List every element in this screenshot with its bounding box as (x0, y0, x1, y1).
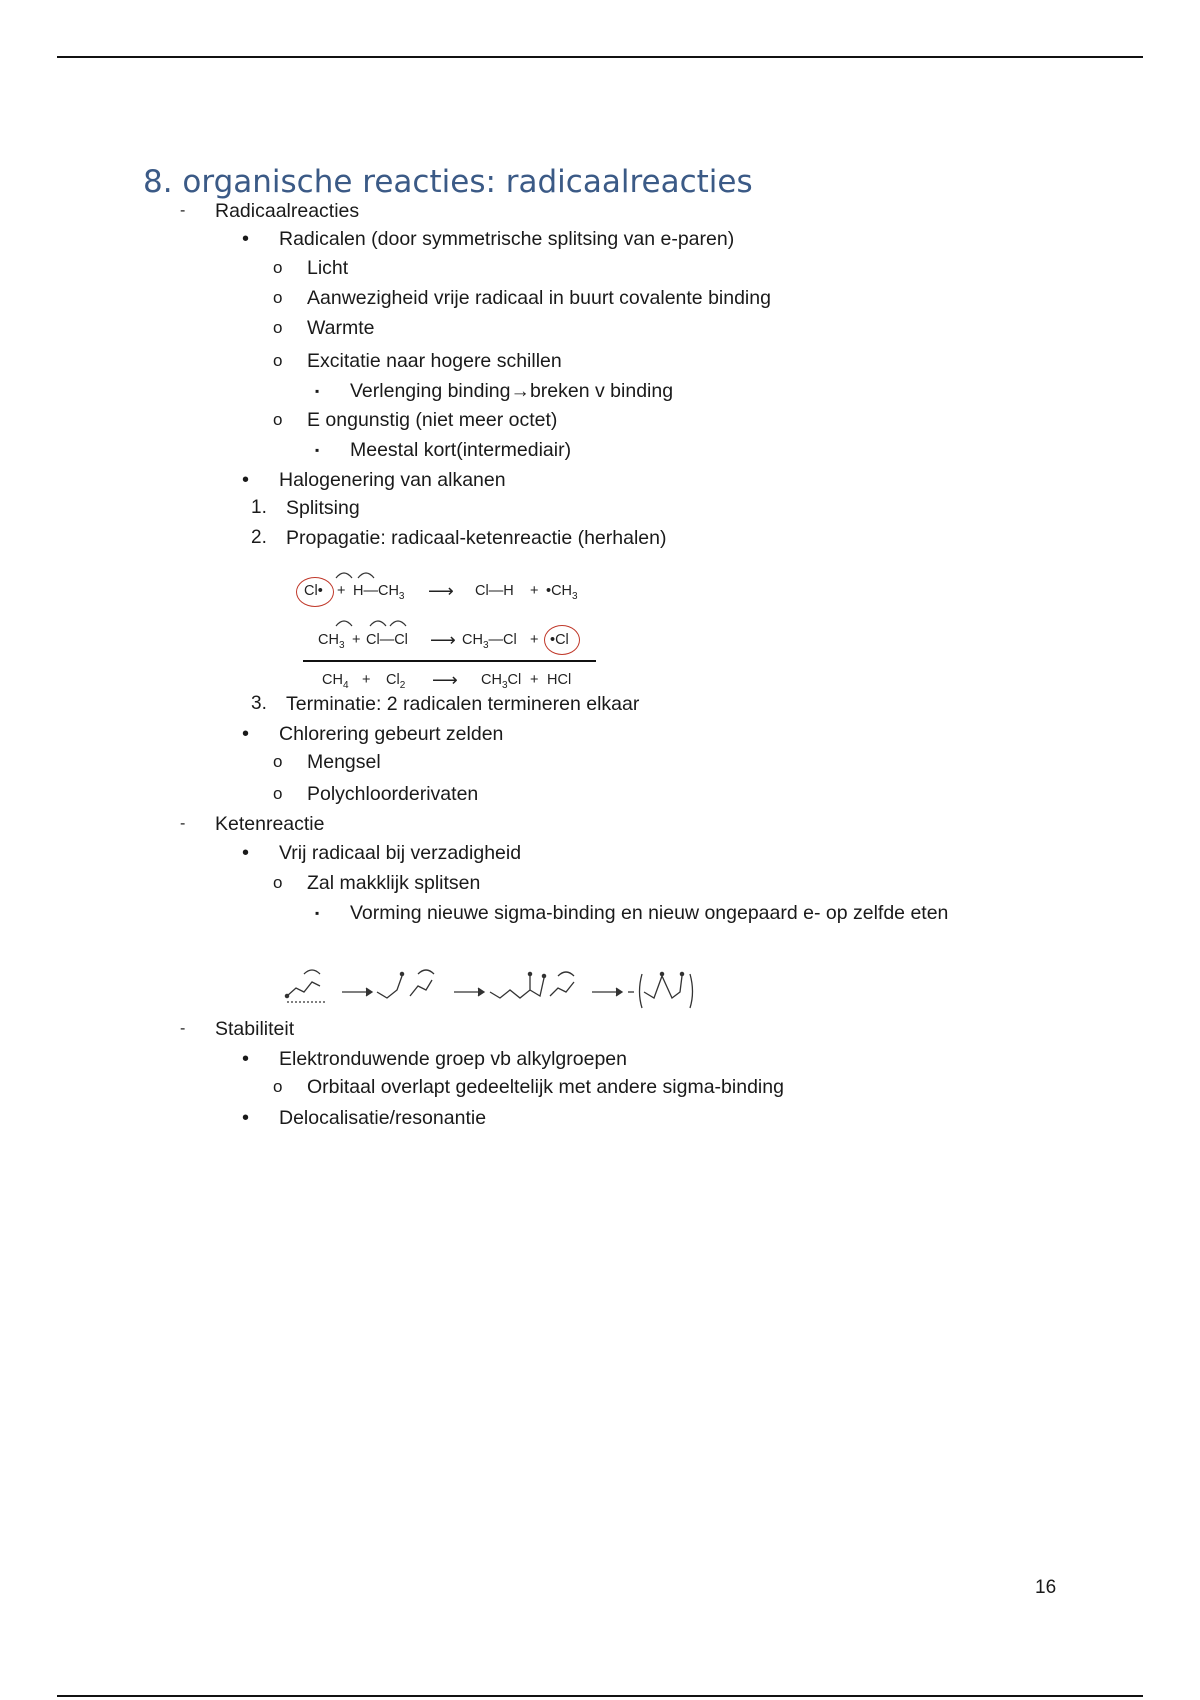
eq1-plus2: + (530, 583, 539, 599)
list-marker: • (242, 469, 250, 491)
eq2-reactant-a: $CH_3$ (318, 632, 345, 651)
list-item: Aanwezigheid vrije radicaal in buurt covalente binding (307, 287, 771, 309)
eq2-arrow: ⟶ (430, 630, 456, 650)
list-item: Splitsing (286, 497, 360, 519)
eq3-reactant-a: $CH_4$ (322, 672, 349, 691)
list-marker: o (273, 410, 283, 429)
list-marker: o (273, 351, 283, 370)
list-item: Stabiliteit (215, 1018, 295, 1040)
list-marker: ▪ (315, 906, 320, 920)
list-item: Excitatie naar hogere schillen (307, 350, 562, 372)
list-item: Orbitaal overlapt gedeeltelijk met andere sigma-binding (307, 1076, 784, 1098)
list-item: Delocalisatie/resonantie (279, 1107, 487, 1129)
eq1-reactant-a: Cl• (304, 583, 323, 599)
list-marker: - (180, 202, 186, 219)
list-marker: • (242, 1107, 250, 1129)
list-marker: ▪ (315, 384, 320, 398)
sum-rule (303, 660, 596, 662)
electron-arrows (300, 568, 610, 638)
list-marker: o (273, 1077, 283, 1096)
list-item: Halogenering van alkanen (279, 469, 506, 491)
list-item: Chlorering gebeurt zelden (279, 723, 504, 745)
list-marker: ▪ (315, 443, 320, 457)
header-rule (57, 56, 1143, 58)
eq2-product-c: $CH_3—Cl$ (462, 632, 517, 651)
page-title: 8. organische reacties: radicaalreacties (143, 164, 753, 200)
list-item: Propagatie: radicaal-ketenreactie (herhalen) (286, 527, 667, 549)
list-marker: 2. (251, 527, 267, 548)
list-marker: o (273, 258, 283, 277)
eq3-product-d: HCl (547, 672, 572, 688)
eq3-arrow: ⟶ (432, 670, 458, 690)
list-item: Zal makklijk splitsen (307, 872, 481, 894)
eq3-reactant-b: $Cl_2$ (386, 672, 406, 691)
eq2-plus2: + (530, 632, 539, 648)
list-marker: o (273, 873, 283, 892)
list-item: Radicalen (door symmetrische splitsing van e-paren) (279, 228, 735, 250)
eq2-product-d: •Cl (550, 632, 569, 648)
list-marker: • (242, 1048, 250, 1070)
eq1-arrow: ⟶ (428, 581, 454, 601)
list-item: Licht (307, 257, 349, 279)
list-item: Mengsel (307, 751, 381, 773)
list-item: Warmte (307, 317, 375, 339)
list-item: Verlenging binding→breken v binding (350, 380, 674, 402)
footer-rule (57, 1695, 1143, 1697)
eq3-plus: + (362, 672, 371, 688)
list-marker: • (242, 723, 250, 745)
page-number: 16 (1035, 1577, 1057, 1598)
list-marker: o (273, 318, 283, 337)
list-item: Terminatie: 2 radicalen termineren elkaar (286, 693, 640, 715)
eq3-plus2: + (530, 672, 539, 688)
eq1-product-d: $•CH_3$ (546, 583, 578, 602)
list-item: Meestal kort(intermediair) (350, 439, 572, 461)
list-marker: - (180, 1020, 186, 1037)
eq1-reactant-b: $H—CH_3$ (353, 583, 405, 602)
list-marker: 1. (251, 497, 267, 518)
eq3-product-c: $CH_3Cl$ (481, 672, 522, 691)
list-marker: o (273, 752, 283, 771)
list-item: Ketenreactie (215, 813, 325, 835)
list-item: Elektronduwende groep vb alkylgroepen (279, 1048, 627, 1070)
list-item: Vorming nieuwe sigma-binding en nieuw ongepaard e- op zelfde eten (350, 902, 949, 924)
list-item: Vrij radicaal bij verzadigheid (279, 842, 522, 864)
list-marker: o (273, 784, 283, 803)
list-marker: 3. (251, 693, 267, 714)
list-item: Polychloorderivaten (307, 783, 479, 805)
list-item: Radicaalreacties (215, 200, 360, 222)
eq1-product-c: Cl—H (475, 583, 514, 599)
eq1-plus: + (337, 583, 346, 599)
list-item: E ongunstig (niet meer octet) (307, 409, 558, 431)
chain-reaction-diagram (282, 962, 732, 1012)
eq2-plus: + (352, 632, 361, 648)
eq2-reactant-b: Cl—Cl (366, 632, 408, 648)
list-marker: • (242, 842, 250, 864)
list-marker: - (180, 815, 186, 832)
list-marker: • (242, 228, 250, 250)
list-marker: o (273, 288, 283, 307)
